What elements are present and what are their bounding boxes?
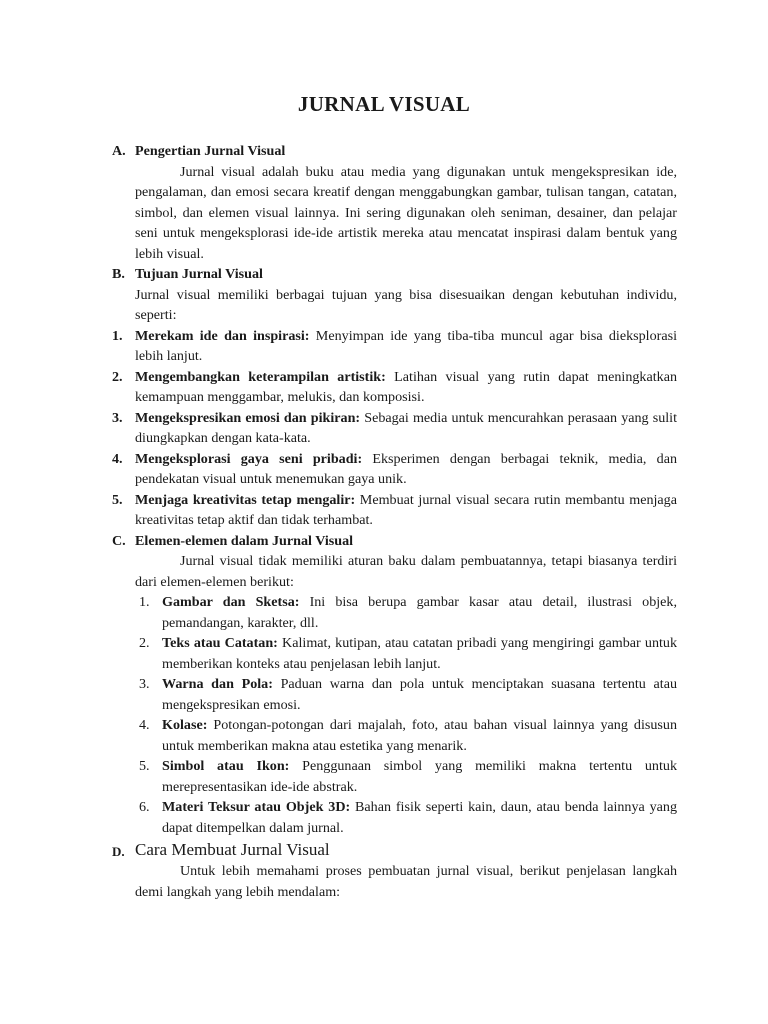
section-d-heading: Cara Membuat Jurnal Visual — [135, 840, 330, 859]
list-item — [0, 367, 677, 408]
list-item — [0, 490, 677, 531]
item-term: Warna dan Pola: — [162, 676, 273, 692]
list-item — [0, 408, 677, 449]
page-title: JURNAL VISUAL — [297, 92, 471, 116]
list-number: 4. — [112, 450, 123, 467]
list-item — [0, 633, 677, 674]
list-item — [0, 797, 677, 838]
item-text: Bahan fisik seperti kain, daun, atau benda lainnya yang dapat ditempelkan dalam jurnal. — [162, 799, 677, 836]
item-text: Kalimat, kutipan, atau catatan pribadi yang mengiringi gambar untuk memberikan konteks atau penjelasan lebih lanjut. — [162, 635, 678, 672]
section-a-heading: Pengertian Jurnal Visual — [135, 143, 286, 159]
list-number: 3. — [139, 676, 150, 692]
list-number: 2. — [139, 635, 150, 651]
item-term: Kolase: — [162, 717, 208, 733]
item-text: Penggunaan simbol yang memiliki makna tertentu untuk merepresentasikan ide-ide abstrak. — [162, 758, 677, 795]
item-term: Teks atau Catatan: — [162, 635, 278, 651]
list-number: 1. — [112, 327, 123, 344]
item-term: Gambar dan Sketsa: — [162, 594, 300, 610]
item-text: Latihan visual yang rutin dapat meningkatkan kemampuan menggambar, melukis, dan komposisi. — [135, 368, 677, 405]
section-a-marker: A. — [112, 143, 126, 159]
document-body — [0, 141, 768, 902]
list-number: 5. — [112, 491, 123, 508]
section-b-intro: Jurnal visual memiliki berbagai tujuan yang bisa disesuaikan dengan kebutuhan individu, seperti: — [135, 286, 677, 323]
section-b-heading: Tujuan Jurnal Visual — [135, 266, 263, 282]
item-text: Eksperimen dengan berbagai teknik, media, dan pendekatan visual untuk menemukan gaya unik. — [135, 450, 677, 487]
section-a-paragraph: Jurnal visual adalah buku atau media yang digunakan untuk mengekspresikan ide, pengalaman, dan emosi secara kreatif dengan menggabungkan gambar, tulisan tangan, catatan, simbol, dan elemen visual lainnya. Ini sering digunakan oleh seniman, desainer, dan pelajar seni untuk mengeksplorasi ide-ide artistik mereka atau mencatat inspirasi dalam bentuk yang lebih visual. — [135, 163, 677, 262]
item-term: Menjaga kreativitas tetap mengalir: — [135, 491, 356, 508]
list-item — [0, 715, 677, 756]
list-item — [0, 756, 677, 797]
item-term: Simbol atau Ikon: — [162, 758, 290, 774]
section-d-body — [0, 861, 677, 902]
item-text: Sebagai media untuk mencurahkan perasaan yang sulit diungkapkan dengan kata-kata. — [135, 409, 677, 446]
item-term: Mengembangkan keterampilan artistik: — [135, 368, 386, 385]
section-b — [0, 264, 677, 326]
section-d-marker: D. — [112, 844, 125, 859]
section-c-heading: Elemen-elemen dalam Jurnal Visual — [135, 532, 354, 549]
list-item — [0, 674, 677, 715]
list-number: 5. — [139, 758, 150, 774]
list-number: 6. — [139, 799, 150, 815]
item-text: Potongan-potongan dari majalah, foto, atau bahan visual lainnya yang disusun untuk memberikan makna atau estetika yang menarik. — [162, 717, 677, 754]
section-d — [0, 839, 677, 861]
section-c-marker: C. — [112, 532, 126, 549]
item-text: Ini bisa berupa gambar kasar atau detail, ilustrasi objek, pemandangan, karakter, dll. — [162, 594, 677, 631]
section-d-paragraph: Untuk lebih memahami proses pembuatan jurnal visual, berikut penjelasan langkah demi langkah yang lebih mendalam: — [135, 863, 677, 900]
item-term: Mengeksplorasi gaya seni pribadi: — [135, 450, 363, 467]
list-item — [0, 449, 677, 490]
list-number: 2. — [112, 368, 123, 385]
item-term: Mengekspresikan emosi dan pikiran: — [135, 409, 361, 426]
item-text: Menyimpan ide yang tiba-tiba muncul agar bisa dieksplorasi lebih lanjut. — [135, 327, 677, 364]
list-number: 3. — [112, 409, 123, 426]
item-term: Materi Teksur atau Objek 3D: — [162, 799, 351, 815]
section-c-intro: Jurnal visual tidak memiliki aturan baku dalam pembuatannya, tetapi biasanya terdiri dari elemen-elemen berikut: — [135, 553, 677, 590]
section-c — [0, 531, 677, 593]
list-item — [0, 326, 677, 367]
list-number: 4. — [139, 717, 150, 733]
section-a — [0, 141, 677, 264]
list-number: 1. — [139, 594, 150, 610]
item-term: Merekam ide dan inspirasi: — [135, 327, 310, 344]
item-text: Paduan warna dan pola untuk menciptakan suasana tertentu atau mengekspresikan emosi. — [162, 676, 677, 713]
section-b-marker: B. — [112, 266, 125, 282]
item-text: Membuat jurnal visual secara rutin membantu menjaga kreativitas tetap aktif dan tidak terhambat. — [135, 491, 677, 528]
list-item — [0, 592, 677, 633]
